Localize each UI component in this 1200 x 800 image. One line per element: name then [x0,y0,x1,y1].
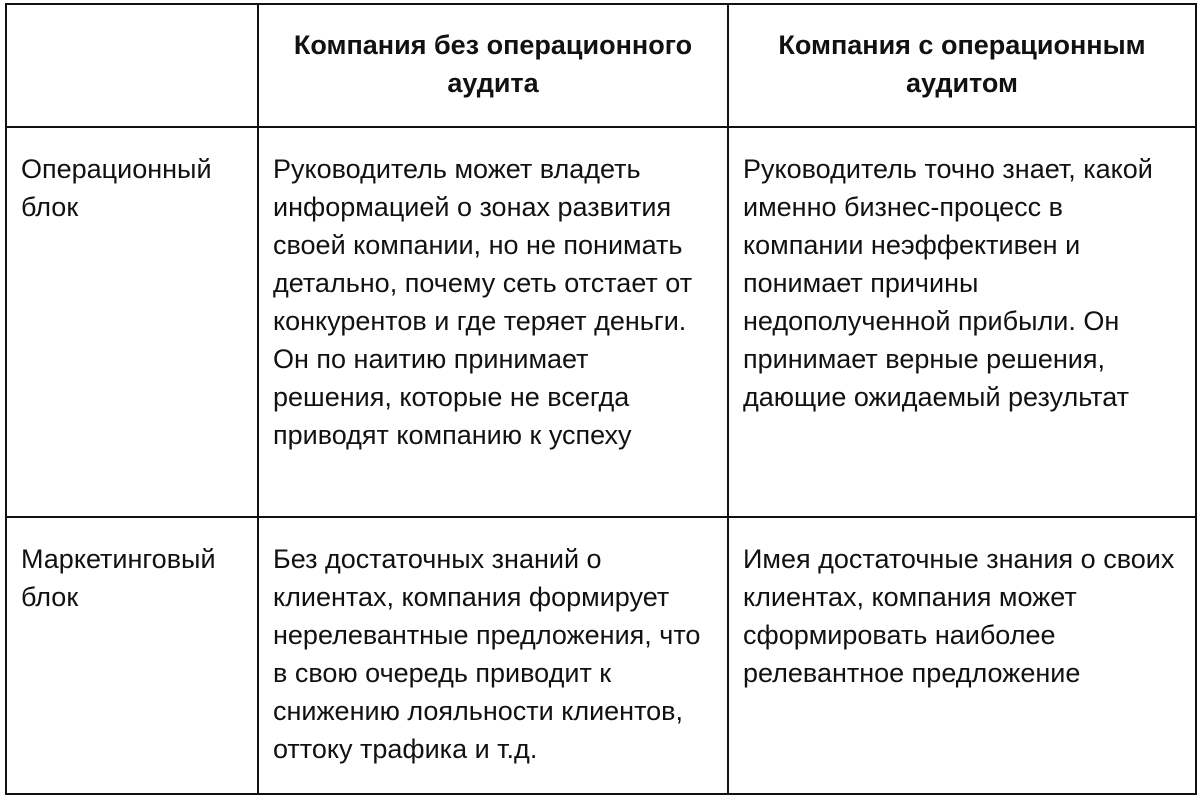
table-header-row [6,4,1196,127]
table-row-operational [6,127,1196,517]
header-without-audit: Компания без операционного аудита [258,4,728,127]
comparison-table-container [5,3,1195,793]
cell-marketing-without-audit: Без достаточных знаний о клиентах, компания формирует нерелевантные предложения, что в свою очередь приводит к снижению лояльности клиентов, оттоку трафика и т.д. [258,517,728,794]
header-with-audit: Компания с операционным аудитом [728,4,1196,127]
cell-operational-without-audit: Руководитель может владеть информацией о зонах развития своей компании, но не понимать детально, почему сеть отстает от конкурентов и где теряет деньги. Он по наитию принимает решения, которые не всегда приводят компанию к успеху [258,127,728,517]
row-label-marketing: Маркетинговый блок [6,517,258,794]
comparison-table [5,3,1197,795]
cell-operational-with-audit: Руководитель точно знает, какой именно бизнес-процесс в компании неэффективен и понимает причины недополученной прибыли. Он принимает верные решения, дающие ожидаемый результат [728,127,1196,517]
row-label-operational: Операционный блок [6,127,258,517]
header-empty-cell [6,4,258,127]
cell-marketing-with-audit: Имея достаточные знания о своих клиентах, компания может сформировать наиболее релевантное предложение [728,517,1196,794]
table-row-marketing [6,517,1196,794]
